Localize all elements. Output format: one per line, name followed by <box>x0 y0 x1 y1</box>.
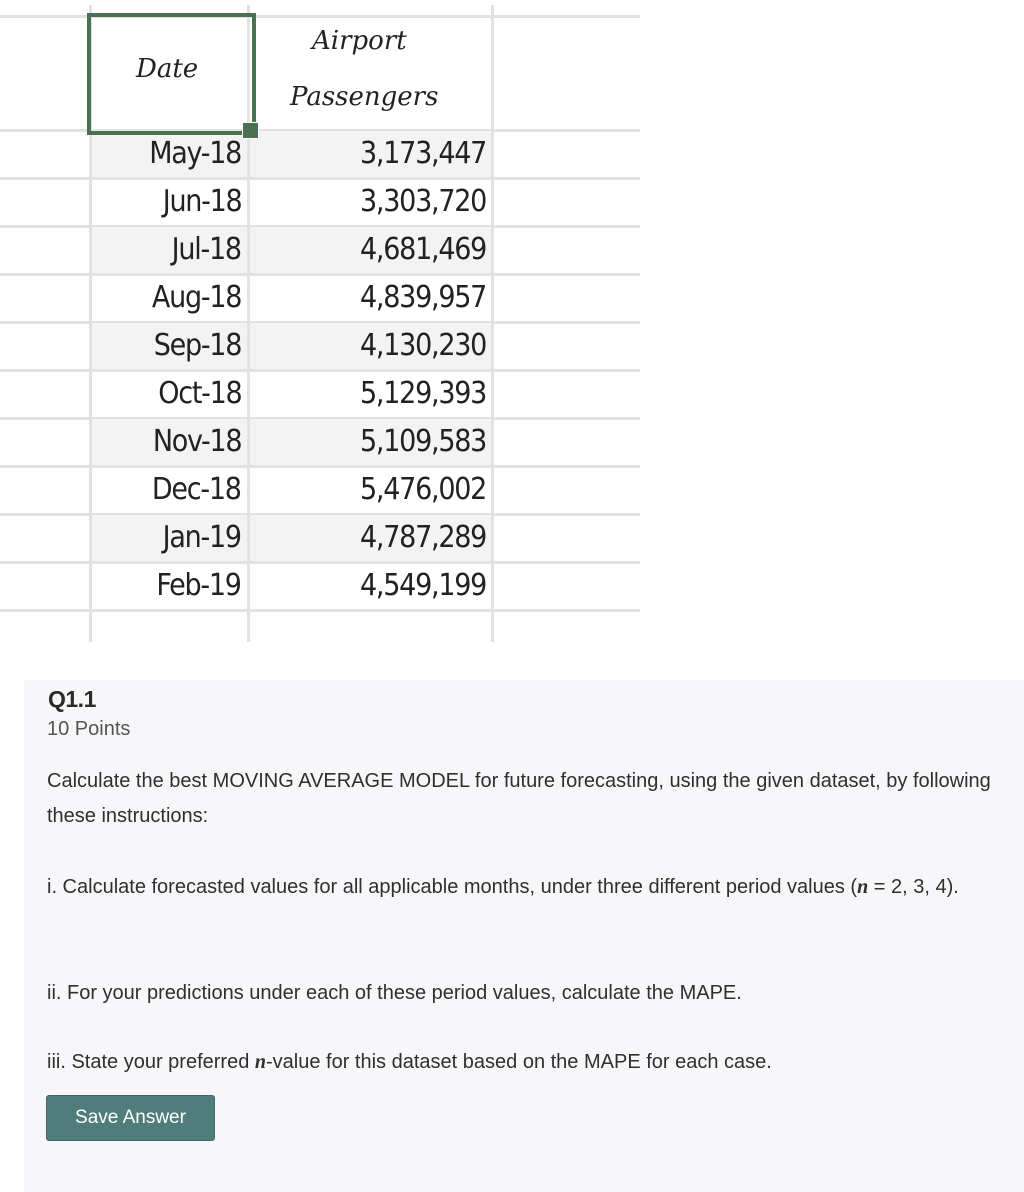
question-panel <box>24 680 1024 1192</box>
instruction-1 <box>47 870 1024 905</box>
passengers-cell[interactable]: 5,476,002 <box>359 472 486 507</box>
fill-handle[interactable] <box>242 122 259 139</box>
date-cell[interactable]: Dec-18 <box>152 472 241 507</box>
date-cell[interactable]: May-18 <box>149 136 241 171</box>
question-intro: Calculate the best MOVING AVERAGE MODEL for future forecasting, using the given dataset, by following these instructions: <box>47 770 991 827</box>
date-cell[interactable]: Aug-18 <box>151 280 241 315</box>
date-cell[interactable]: Jan-19 <box>162 520 241 555</box>
instruction-3-text-end: -value for this dataset based on the MAPE for each case. <box>266 1051 772 1073</box>
date-cell[interactable]: Jul-18 <box>171 232 241 267</box>
table-row[interactable] <box>91 371 492 417</box>
table-row[interactable] <box>91 563 492 609</box>
question-points: 10 Points <box>47 718 131 740</box>
passengers-cell[interactable]: 3,173,447 <box>359 136 486 171</box>
table-row[interactable] <box>91 227 492 273</box>
instruction-1-text: i. Calculate forecasted values for all applicable months, under three different period values ( <box>47 876 858 898</box>
date-cell[interactable]: Feb-19 <box>156 568 241 603</box>
passengers-cell[interactable]: 5,129,393 <box>359 376 486 411</box>
table-row[interactable] <box>91 323 492 369</box>
instruction-3-text: iii. State your preferred <box>47 1051 255 1073</box>
date-cell[interactable]: Sep-18 <box>153 328 241 363</box>
grid-line <box>491 5 494 642</box>
date-cell[interactable]: Jun-18 <box>162 184 241 219</box>
passengers-cell[interactable]: 4,130,230 <box>359 328 486 363</box>
header-passengers-line1[interactable]: Airport <box>312 26 407 56</box>
date-cell[interactable]: Oct-18 <box>157 376 241 411</box>
table-row[interactable] <box>91 131 492 177</box>
grid-line <box>0 609 640 612</box>
table-row[interactable] <box>91 515 492 561</box>
passengers-cell[interactable]: 4,787,289 <box>359 520 486 555</box>
cell-selection <box>87 13 256 135</box>
instruction-1-text-end: = 2, 3, 4). <box>868 876 959 898</box>
n-variable: n <box>857 876 869 898</box>
question-title: Q1.1 <box>48 686 96 712</box>
header-date[interactable]: Date <box>136 54 199 84</box>
n-variable: n <box>254 1051 266 1073</box>
spreadsheet <box>0 0 640 642</box>
instruction-2: ii. For your predictions under each of these period values, calculate the MAPE. <box>47 982 742 1004</box>
passengers-cell[interactable]: 3,303,720 <box>359 184 486 219</box>
table-row[interactable] <box>91 467 492 513</box>
table-row[interactable] <box>91 419 492 465</box>
passengers-cell[interactable]: 5,109,583 <box>359 424 486 459</box>
passengers-cell[interactable]: 4,549,199 <box>359 568 486 603</box>
save-answer-button[interactable]: Save Answer <box>46 1095 215 1141</box>
table-row[interactable] <box>91 179 492 225</box>
instruction-3 <box>47 1045 1024 1080</box>
date-cell[interactable]: Nov-18 <box>152 424 241 459</box>
table-row[interactable] <box>91 275 492 321</box>
passengers-cell[interactable]: 4,839,957 <box>359 280 486 315</box>
passengers-cell[interactable]: 4,681,469 <box>359 232 486 267</box>
header-passengers-line2[interactable]: Passengers <box>290 82 439 112</box>
